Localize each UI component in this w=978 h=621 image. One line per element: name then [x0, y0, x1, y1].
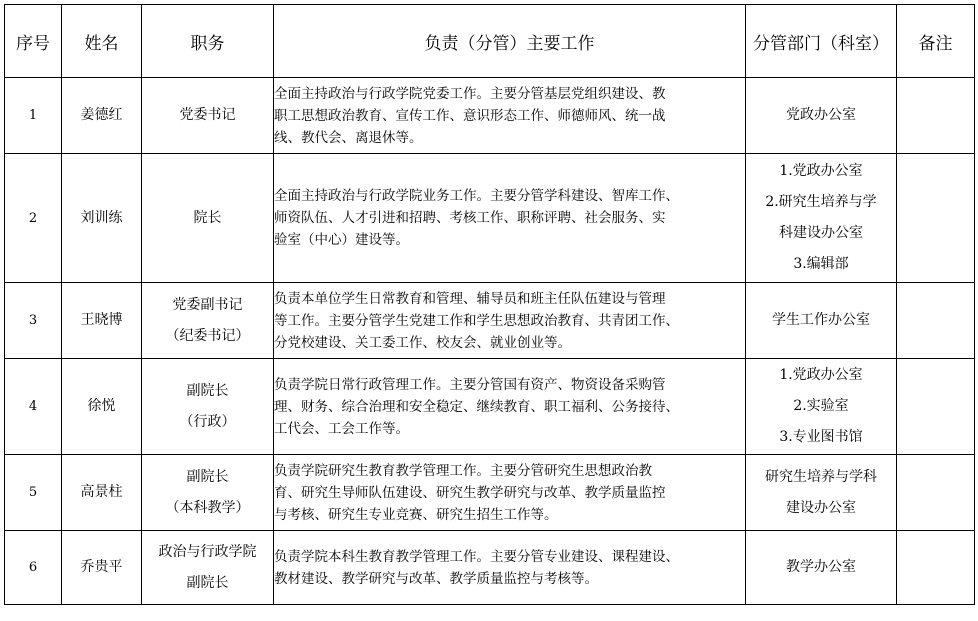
duties-line: 全面主持政治与行政学院业务工作。主要分管学科建设、智库工作、 — [274, 188, 679, 204]
title-line: 院长 — [193, 209, 222, 226]
header-duties: 负责（分管）主要工作 — [274, 5, 746, 78]
duties-line: 全面主持政治与行政学院党委工作。主要分管基层党组织建设、教 — [274, 85, 666, 102]
duties-line: 验室（中心）建设等。 — [274, 232, 409, 248]
dept-cell — [746, 78, 897, 154]
duties-cell — [274, 455, 746, 531]
dept-line: 教学办公室 — [786, 559, 856, 575]
title-line: 副院长 — [186, 382, 229, 399]
title-line: 党委副书记 — [172, 296, 243, 313]
title-line: （行政） — [179, 413, 236, 430]
dept-line: 科建设办公室 — [779, 225, 863, 241]
duties-cell — [274, 531, 746, 605]
duties-line: 负责学院日常行政管理工作。主要分管国有资产、物资设备采购管 — [274, 376, 666, 393]
table-row — [5, 359, 975, 455]
dept-cell — [746, 154, 897, 283]
title-cell — [142, 455, 274, 531]
title-line: 副院长 — [186, 574, 229, 591]
duties-cell — [274, 359, 746, 455]
duties-line: 负责学院研究生教育教学管理工作。主要分管研究生思想政治教 — [274, 462, 652, 479]
duties-line: 育、研究生导师队伍建设、研究生教学研究与改革、教学质量监控 — [274, 484, 666, 501]
seq-cell: 5 — [5, 455, 62, 531]
notes-cell — [897, 531, 975, 605]
table-row — [5, 154, 975, 283]
duties-line: 等工作。主要分管学生党建工作和学生思想政治教育、共青团工作、 — [274, 312, 679, 329]
title-line: （纪委书记） — [165, 327, 250, 344]
name-cell: 徐悦 — [62, 359, 142, 455]
notes-cell — [897, 283, 975, 359]
dept-cell — [746, 455, 897, 531]
table-row — [5, 531, 975, 605]
notes-cell — [897, 154, 975, 283]
seq-cell: 2 — [5, 154, 62, 283]
name-cell: 高景柱 — [62, 455, 142, 531]
header-name: 姓名 — [62, 5, 142, 78]
name-cell: 姜德红 — [62, 78, 142, 154]
name-cell: 刘训练 — [62, 154, 142, 283]
duties-line: 分党校建设、关工委工作、校友会、就业创业等。 — [274, 334, 571, 351]
title-line: 副院长 — [186, 468, 229, 485]
notes-cell — [897, 359, 975, 455]
name-cell: 乔贵平 — [62, 531, 142, 605]
dept-line: 1.党政办公室 — [779, 367, 863, 383]
duties-line: 教材建设、教学研究与改革、教学质量监控与考核等。 — [274, 570, 598, 587]
dept-line: 3.专业图书馆 — [779, 429, 863, 445]
dept-line: 建设办公室 — [786, 499, 856, 516]
title-cell — [142, 359, 274, 455]
dept-line: 学生工作办公室 — [772, 312, 870, 328]
header-seq: 序号 — [5, 5, 62, 78]
duties-line: 职工思想政治教育、宣传工作、意识形态工作、师德师风、统一战 — [274, 107, 666, 124]
name-cell: 王晓博 — [62, 283, 142, 359]
notes-cell — [897, 455, 975, 531]
dept-cell — [746, 283, 897, 359]
duties-line: 线、教代会、离退休等。 — [274, 129, 423, 146]
dept-line: 2.实验室 — [793, 398, 849, 414]
duties-line: 负责学院本科生教育教学管理工作。主要分管专业建设、课程建设、 — [274, 548, 679, 565]
dept-line: 3.编辑部 — [793, 256, 849, 272]
dept-cell — [746, 531, 897, 605]
table-row — [5, 283, 975, 359]
title-line: （本科教学） — [165, 499, 250, 516]
leadership-duties-table — [4, 4, 975, 605]
dept-line: 党政办公室 — [786, 107, 856, 123]
seq-cell: 3 — [5, 283, 62, 359]
duties-line: 负责本单位学生日常教育和管理、辅导员和班主任队伍建设与管理 — [274, 290, 666, 307]
duties-line: 理、财务、综合治理和安全稳定、继续教育、职工福利、公务接待、 — [274, 398, 679, 415]
header-row — [5, 5, 975, 78]
title-line: 党委书记 — [179, 107, 236, 123]
dept-cell — [746, 359, 897, 455]
table-row — [5, 78, 975, 154]
header-notes: 备注 — [897, 5, 975, 78]
notes-cell — [897, 78, 975, 154]
dept-line: 研究生培养与学科 — [765, 468, 877, 485]
title-cell — [142, 531, 274, 605]
dept-line: 2.研究生培养与学 — [765, 194, 877, 210]
duties-cell — [274, 154, 746, 283]
title-cell — [142, 283, 274, 359]
duties-cell — [274, 283, 746, 359]
table-row — [5, 455, 975, 531]
duties-line: 师资队伍、人才引进和招聘、考核工作、职称评聘、社会服务、实 — [274, 210, 666, 226]
title-line: 政治与行政学院 — [158, 543, 257, 560]
header-title: 职务 — [142, 5, 274, 78]
duties-cell — [274, 78, 746, 154]
title-cell — [142, 154, 274, 283]
seq-cell: 1 — [5, 78, 62, 154]
seq-cell: 6 — [5, 531, 62, 605]
duties-line: 与考核、研究生专业竞赛、研究生招生工作等。 — [274, 506, 558, 523]
seq-cell: 4 — [5, 359, 62, 455]
header-dept: 分管部门（科室） — [746, 5, 897, 78]
dept-line: 1.党政办公室 — [779, 163, 863, 179]
duties-line: 工代会、工会工作等。 — [274, 420, 409, 437]
title-cell — [142, 78, 274, 154]
